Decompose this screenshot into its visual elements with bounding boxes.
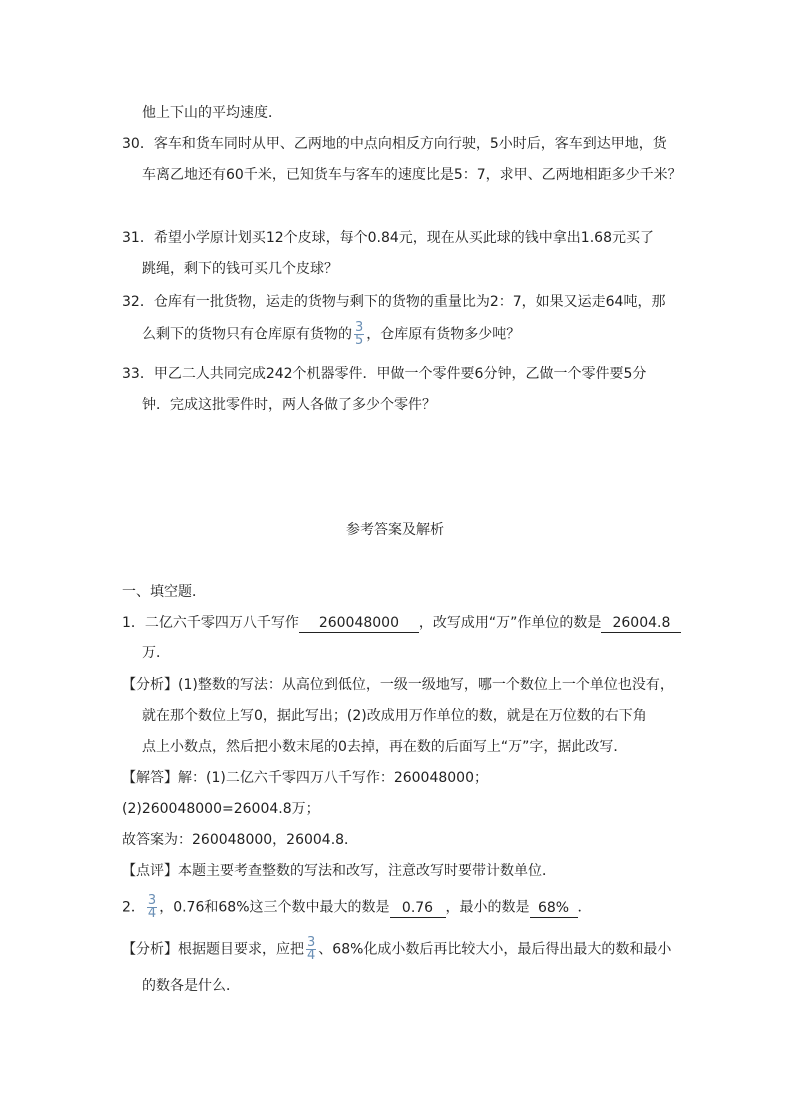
- q32-frac-num: 3: [355, 320, 364, 335]
- a1-mid: ，改写成用“万”作单位的数是: [418, 615, 602, 631]
- a2-frac-num: 3: [147, 893, 157, 908]
- q32-frac-den: 5: [355, 333, 364, 348]
- a2-mid: ，0.76和68%这三个数中最大的数是: [159, 899, 390, 916]
- a1-blank1: 260048000: [299, 614, 419, 633]
- a2-blank1: 0.76: [390, 899, 446, 918]
- a2-analysis-fraction: [306, 937, 316, 962]
- q32-line2: [142, 322, 520, 347]
- q31-line1: 31．希望小学原计划买12个皮球，每个0.84元，现在从买此球的钱中拿出1.68元买了: [122, 230, 654, 246]
- q32-fraction: [354, 322, 364, 347]
- a1-analysis3: 点上小数点，然后把小数末尾的0去掉，再在数的后面写上“万”字，据此改写．: [142, 739, 628, 755]
- a2-analysis-frac-num: 3: [307, 935, 316, 950]
- q32-line2-pre: 么剩下的货物只有仓库原有货物的: [142, 326, 352, 343]
- q30-line2: 车离乙地还有60千米，已知货车与客车的速度比是5：7，求甲、乙两地相距多少千米？: [142, 167, 682, 183]
- a2-analysis-frac-den: 4: [307, 948, 316, 963]
- a2-num-label: 2．: [122, 899, 145, 916]
- q31-line2: 跳绳，剩下的钱可买几个皮球？: [142, 261, 338, 277]
- a1-solution1: 【解答】解：(1)二亿六千零四万八千写作：260048000；: [122, 770, 488, 786]
- a1-line1: [122, 613, 681, 633]
- a2-fraction: [147, 895, 157, 920]
- q29-tail: 他上下山的平均速度．: [142, 105, 282, 121]
- q32-line1: 32．仓库有一批货物，运走的货物与剩下的货物的重量比为2：7，如果又运走64吨，那: [122, 294, 666, 310]
- a2-frac-den: 4: [147, 906, 157, 921]
- a1-pre: 1．二亿六千零四万八千写作: [122, 615, 299, 631]
- q33-line2: 钟．完成这批零件时，两人各做了多少个零件？: [142, 397, 436, 413]
- a2-blank2: 68%: [530, 899, 578, 918]
- a1-tail: 万．: [142, 645, 170, 661]
- answers-title: 参考答案及解析: [346, 522, 444, 538]
- q32-line2-post: ，仓库原有货物多少吨？: [366, 326, 521, 343]
- a2-mid2: ，最小的数是: [445, 899, 530, 916]
- a1-final: 故答案为：260048000，26004.8．: [122, 832, 359, 848]
- a1-solution2: (2)260048000=26004.8万；: [122, 801, 320, 817]
- a1-analysis1: 【分析】(1)整数的写法：从高位到低位，一级一级地写，哪一个数位上一个单位也没有，: [122, 677, 674, 693]
- a2-analysis2: 的数各是什么．: [142, 978, 240, 994]
- a1-comment: 【点评】本题主要考查整数的写法和改写，注意改写时要带计数单位．: [122, 863, 556, 879]
- section-heading: 一、填空题．: [122, 584, 206, 600]
- q33-line1: 33．甲乙二人共同完成242个机器零件．甲做一个零件要6分钟，乙做一个零件要5分: [122, 366, 647, 382]
- a2-analysis1: [122, 937, 671, 962]
- a1-blank2: 26004.8: [601, 614, 681, 633]
- a1-analysis2: 就在那个数位上写0，据此写出；(2)改成用万作单位的数，就是在万位数的右下角: [142, 708, 647, 724]
- a2-line1: [122, 895, 592, 920]
- a2-analysis-pre: 【分析】根据题目要求，应把: [122, 941, 304, 958]
- a2-analysis-post: 、68%化成小数后再比较大小，最后得出最大的数和最小: [318, 941, 672, 958]
- q30-line1: 30．客车和货车同时从甲、乙两地的中点向相反方向行驶，5小时后，客车到达甲地，货: [122, 136, 667, 152]
- a2-end: ．: [577, 899, 592, 916]
